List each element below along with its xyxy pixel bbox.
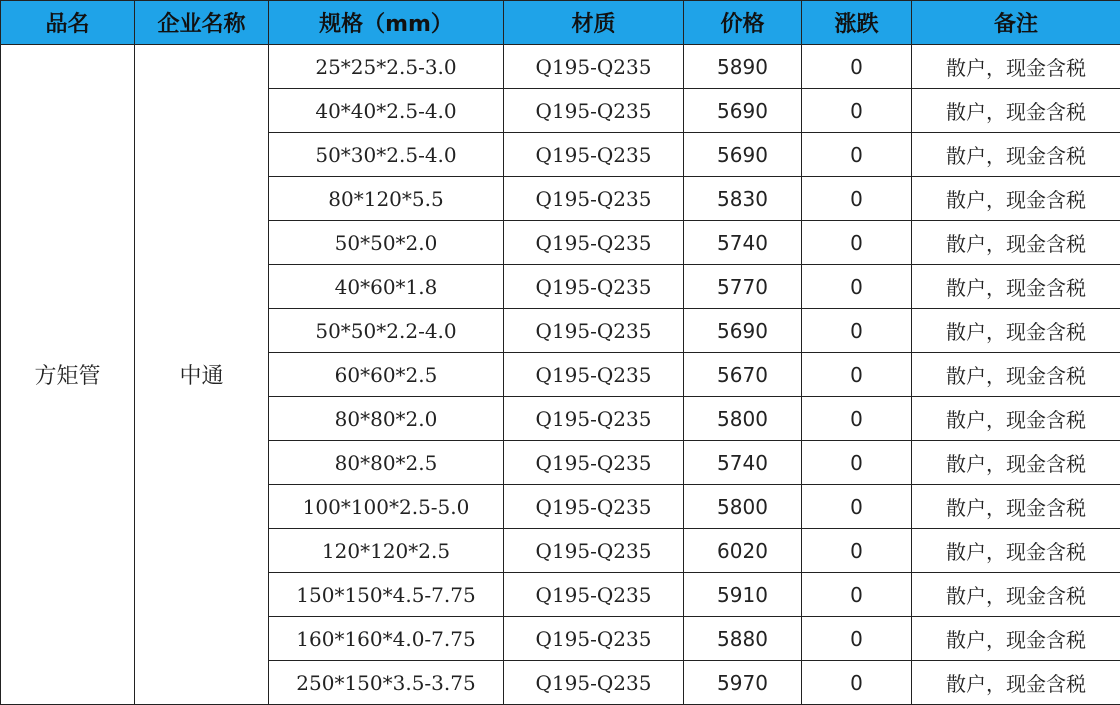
note-cell: 散户，现金含税	[912, 485, 1120, 529]
material-cell: Q195-Q235	[504, 221, 684, 265]
change-cell: 0	[802, 397, 912, 441]
change-cell: 0	[802, 309, 912, 353]
note-cell: 散户，现金含税	[912, 221, 1120, 265]
header-price: 价格	[684, 1, 802, 45]
note-cell: 散户，现金含税	[912, 529, 1120, 573]
spec-cell: 25*25*2.5-3.0	[269, 45, 504, 89]
header-spec: 规格（mm）	[269, 1, 504, 45]
material-cell: Q195-Q235	[504, 441, 684, 485]
material-cell: Q195-Q235	[504, 485, 684, 529]
change-cell: 0	[802, 353, 912, 397]
material-cell: Q195-Q235	[504, 177, 684, 221]
company-name-cell: 中通	[135, 45, 269, 705]
price-cell: 5770	[684, 265, 802, 309]
header-material: 材质	[504, 1, 684, 45]
material-cell: Q195-Q235	[504, 45, 684, 89]
note-cell: 散户，现金含税	[912, 177, 1120, 221]
change-cell: 0	[802, 265, 912, 309]
price-cell: 5890	[684, 45, 802, 89]
note-cell: 散户，现金含税	[912, 133, 1120, 177]
spec-cell: 150*150*4.5-7.75	[269, 573, 504, 617]
note-cell: 散户，现金含税	[912, 353, 1120, 397]
spec-cell: 100*100*2.5-5.0	[269, 485, 504, 529]
note-cell: 散户，现金含税	[912, 265, 1120, 309]
price-cell: 5880	[684, 617, 802, 661]
header-company: 企业名称	[135, 1, 269, 45]
spec-cell: 50*50*2.2-4.0	[269, 309, 504, 353]
change-cell: 0	[802, 45, 912, 89]
header-product: 品名	[1, 1, 135, 45]
change-cell: 0	[802, 133, 912, 177]
change-cell: 0	[802, 573, 912, 617]
spec-cell: 40*60*1.8	[269, 265, 504, 309]
price-cell: 5800	[684, 485, 802, 529]
spec-cell: 160*160*4.0-7.75	[269, 617, 504, 661]
spec-cell: 50*30*2.5-4.0	[269, 133, 504, 177]
material-cell: Q195-Q235	[504, 529, 684, 573]
price-cell: 5740	[684, 221, 802, 265]
note-cell: 散户，现金含税	[912, 397, 1120, 441]
change-cell: 0	[802, 617, 912, 661]
price-cell: 6020	[684, 529, 802, 573]
header-change: 涨跌	[802, 1, 912, 45]
table-row	[1, 45, 1120, 89]
change-cell: 0	[802, 485, 912, 529]
price-cell: 5740	[684, 441, 802, 485]
material-cell: Q195-Q235	[504, 309, 684, 353]
product-name-cell: 方矩管	[1, 45, 135, 705]
material-cell: Q195-Q235	[504, 353, 684, 397]
note-cell: 散户，现金含税	[912, 617, 1120, 661]
change-cell: 0	[802, 89, 912, 133]
price-cell: 5690	[684, 89, 802, 133]
spec-cell: 120*120*2.5	[269, 529, 504, 573]
material-cell: Q195-Q235	[504, 89, 684, 133]
spec-cell: 250*150*3.5-3.75	[269, 661, 504, 705]
price-cell: 5800	[684, 397, 802, 441]
material-cell: Q195-Q235	[504, 573, 684, 617]
material-cell: Q195-Q235	[504, 617, 684, 661]
material-cell: Q195-Q235	[504, 265, 684, 309]
change-cell: 0	[802, 221, 912, 265]
price-cell: 5830	[684, 177, 802, 221]
material-cell: Q195-Q235	[504, 133, 684, 177]
spec-cell: 60*60*2.5	[269, 353, 504, 397]
price-cell: 5690	[684, 309, 802, 353]
note-cell: 散户，现金含税	[912, 441, 1120, 485]
note-cell: 散户，现金含税	[912, 661, 1120, 705]
material-cell: Q195-Q235	[504, 397, 684, 441]
spec-cell: 40*40*2.5-4.0	[269, 89, 504, 133]
header-note: 备注	[912, 1, 1120, 45]
note-cell: 散户，现金含税	[912, 309, 1120, 353]
price-cell: 5670	[684, 353, 802, 397]
material-cell: Q195-Q235	[504, 661, 684, 705]
change-cell: 0	[802, 529, 912, 573]
spec-cell: 80*120*5.5	[269, 177, 504, 221]
note-cell: 散户，现金含税	[912, 573, 1120, 617]
spec-cell: 50*50*2.0	[269, 221, 504, 265]
change-cell: 0	[802, 177, 912, 221]
spec-cell: 80*80*2.0	[269, 397, 504, 441]
price-cell: 5910	[684, 573, 802, 617]
header-row	[1, 1, 1120, 45]
price-cell: 5970	[684, 661, 802, 705]
change-cell: 0	[802, 441, 912, 485]
spec-cell: 80*80*2.5	[269, 441, 504, 485]
note-cell: 散户，现金含税	[912, 89, 1120, 133]
note-cell: 散户，现金含税	[912, 45, 1120, 89]
price-cell: 5690	[684, 133, 802, 177]
change-cell: 0	[802, 661, 912, 705]
